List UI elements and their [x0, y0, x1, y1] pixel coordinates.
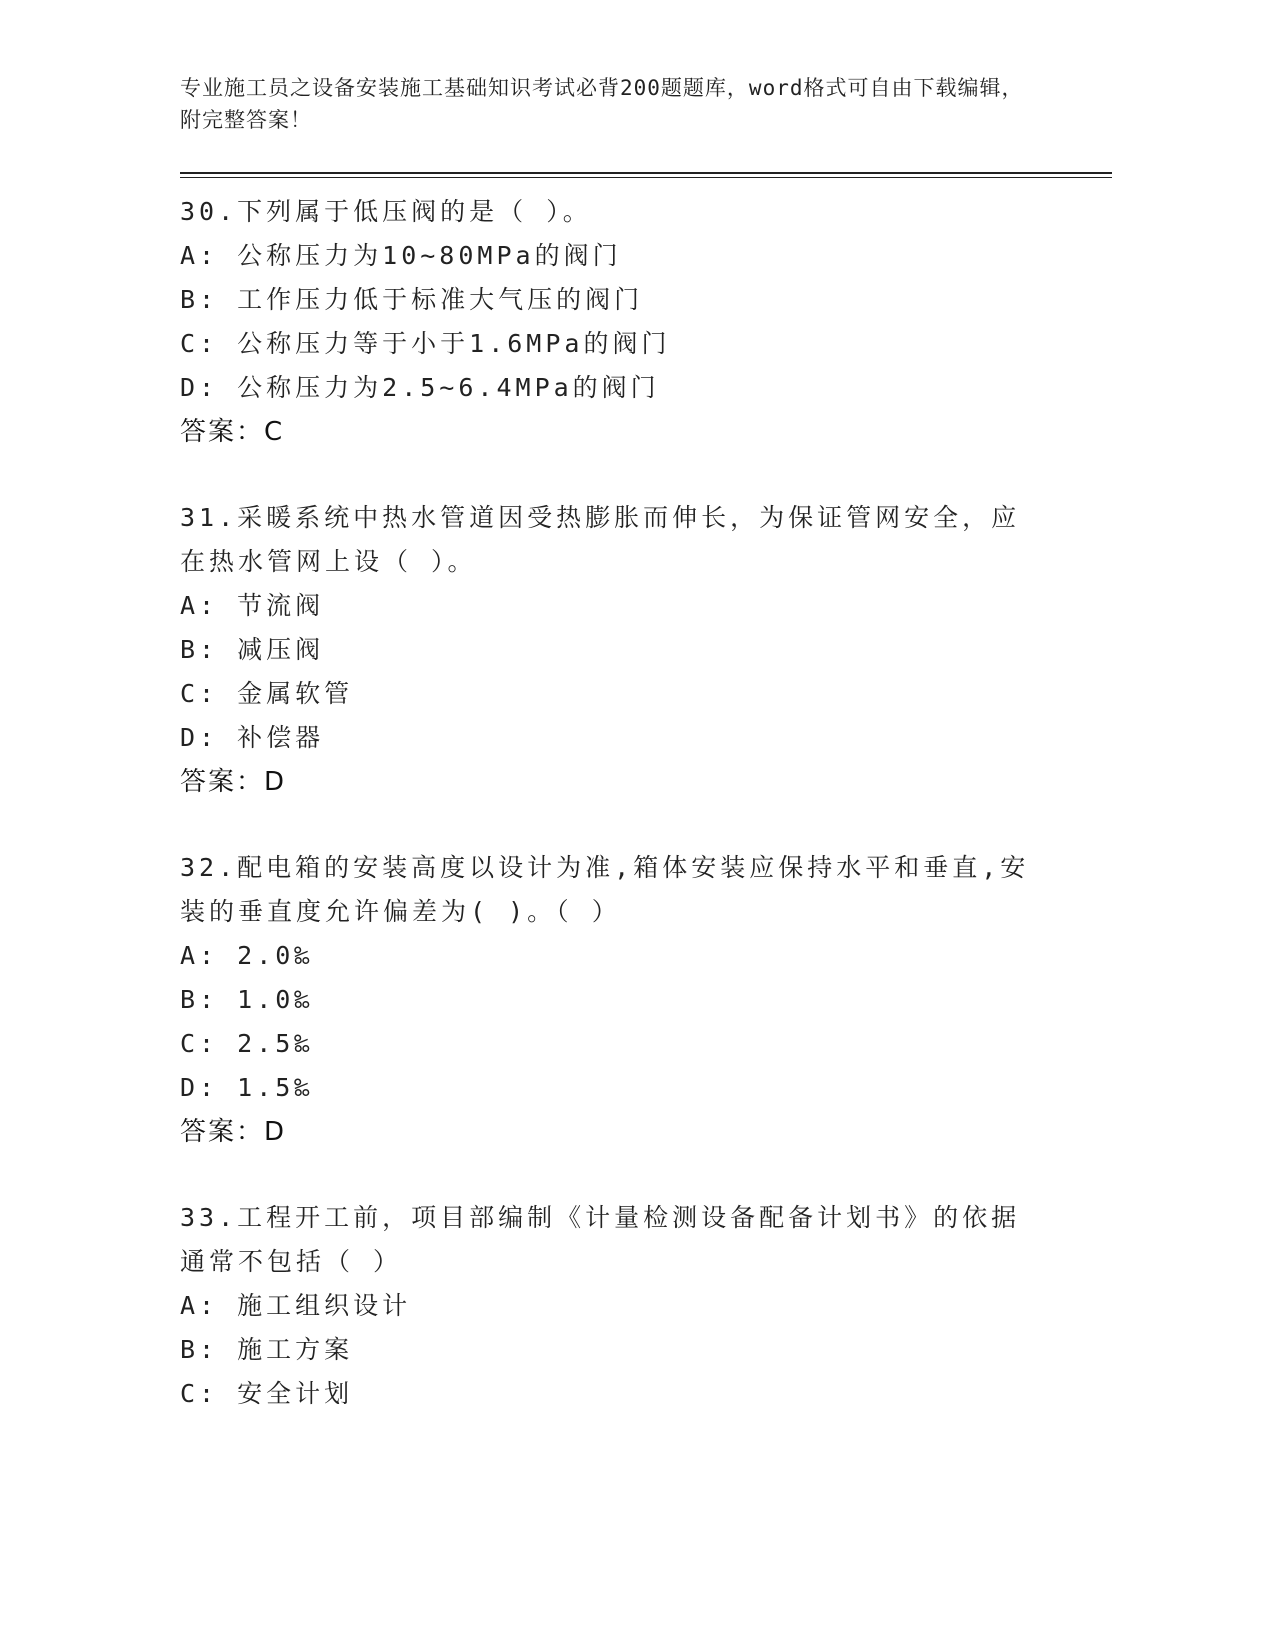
question-stem: 32.配电箱的安装高度以设计为准,箱体安装应保持水平和垂直,安装的垂直度允许偏差为( )。（ ）: [180, 853, 1030, 926]
option-b: B: 施工方案: [180, 1335, 354, 1364]
document-header: 专业施工员之设备安装施工基础知识考试必背200题题库，word格式可自由下载编辑，附完整答案！: [180, 76, 1024, 132]
question-32: [180, 846, 1080, 1154]
header-divider: [180, 172, 1112, 174]
answer: 答案：D: [180, 1117, 287, 1147]
option-a: A: 2.0‰: [180, 941, 314, 970]
option-c: C: 2.5‰: [180, 1029, 314, 1058]
option-b: B: 1.0‰: [180, 985, 314, 1014]
option-c: C: 安全计划: [180, 1379, 354, 1408]
question-33: [180, 1196, 1080, 1416]
option-d: D: 补偿器: [180, 723, 325, 752]
question-stem: 33.工程开工前，项目部编制《计量检测设备配备计划书》的依据通常不包括（ ）: [180, 1203, 1021, 1276]
option-a: A: 施工组织设计: [180, 1291, 412, 1320]
option-b: B: 工作压力低于标准大气压的阀门: [180, 285, 644, 314]
question-stem: 31.采暖系统中热水管道因受热膨胀而伸长，为保证管网安全，应在热水管网上设（ ）。: [180, 503, 1021, 576]
option-a: A: 节流阀: [180, 591, 325, 620]
option-c: C: 公称压力等于小于1.6MPa的阀门: [180, 329, 671, 358]
option-d: D: 1.5‰: [180, 1073, 314, 1102]
option-d: D: 公称压力为2.5~6.4MPa的阀门: [180, 373, 660, 402]
header-divider-thin: [180, 177, 1112, 178]
answer: 答案：D: [180, 767, 287, 797]
question-30: [180, 190, 1080, 454]
option-a: A: 公称压力为10~80MPa的阀门: [180, 241, 622, 270]
option-b: B: 减压阀: [180, 635, 325, 664]
question-31: [180, 496, 1080, 804]
answer: 答案：C: [180, 417, 285, 447]
question-list: [180, 190, 1080, 1458]
question-stem: 30.下列属于低压阀的是（ ）。: [180, 197, 592, 226]
option-c: C: 金属软管: [180, 679, 354, 708]
